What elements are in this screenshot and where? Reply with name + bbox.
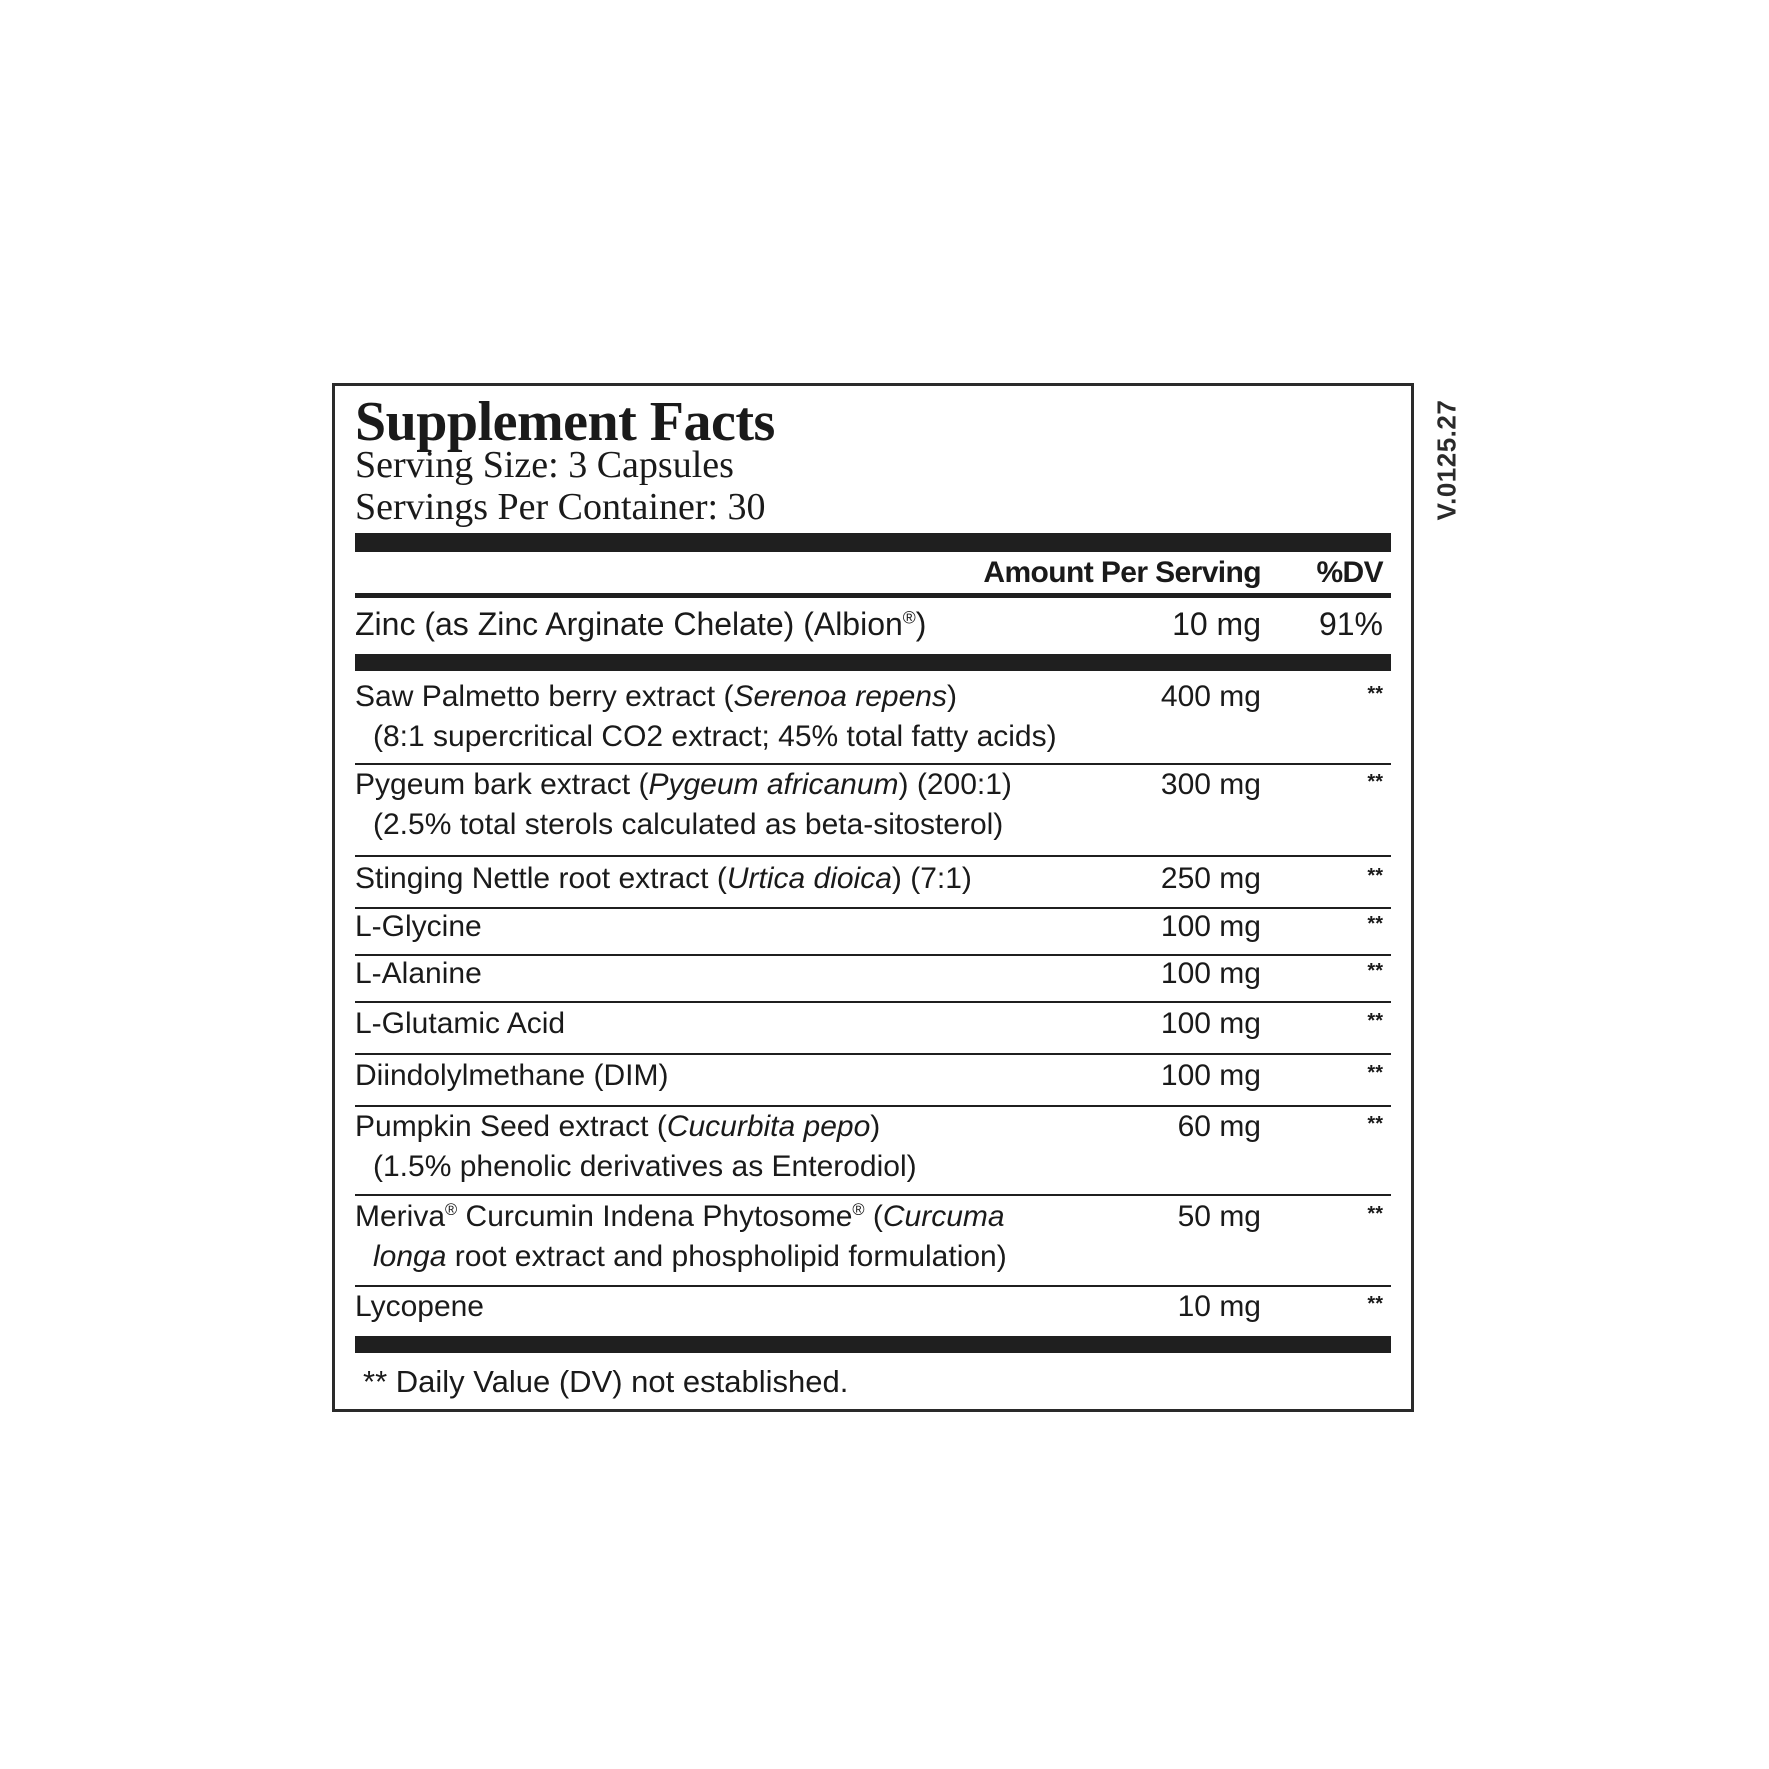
nutrient-detail: longa root extract and phospholipid formulation) xyxy=(373,1240,1007,1273)
nutrient-name: Diindolylmethane (DIM) xyxy=(355,1059,669,1092)
footnote: ** Daily Value (DV) not established. xyxy=(363,1364,849,1399)
nutrient-detail: (1.5% phenolic derivatives as Enterodiol) xyxy=(373,1150,917,1183)
nutrient-name: Stinging Nettle root extract (Urtica dioica) (7:1) xyxy=(355,862,972,895)
divider-thick xyxy=(355,1336,1391,1353)
nutrient-dv: ** xyxy=(1367,771,1383,793)
nutrient-amount: 100 mg xyxy=(1160,1007,1261,1040)
nutrient-dv: 91% xyxy=(1318,606,1383,642)
version-text: V.0125.27 xyxy=(1431,399,1462,521)
nutrient-name: L-Glycine xyxy=(355,910,482,943)
nutrient-dv: ** xyxy=(1367,865,1383,887)
nutrient-amount: 300 mg xyxy=(1160,768,1261,801)
nutrient-amount: 400 mg xyxy=(1160,680,1261,713)
header-thick-bar xyxy=(355,533,1391,552)
nutrient-dv: ** xyxy=(1367,960,1383,982)
serving-size: Serving Size: 3 Capsules xyxy=(355,444,734,486)
nutrient-dv: ** xyxy=(1367,1293,1383,1315)
servings-per-container: Servings Per Container: 30 xyxy=(355,486,766,528)
nutrient-name: Zinc (as Zinc Arginate Chelate) (Albion®) xyxy=(355,606,927,642)
version-code xyxy=(1427,390,1467,530)
supplement-facts-panel xyxy=(332,383,1414,1412)
nutrient-name: Saw Palmetto berry extract (Serenoa repens) xyxy=(355,680,957,713)
nutrient-amount: 10 mg xyxy=(1177,1290,1261,1323)
nutrient-dv: ** xyxy=(1367,1010,1383,1032)
nutrient-detail: (8:1 supercritical CO2 extract; 45% total fatty acids) xyxy=(373,720,1057,753)
nutrient-dv: ** xyxy=(1367,683,1383,705)
nutrient-name: L-Alanine xyxy=(355,957,482,990)
nutrient-amount: 10 mg xyxy=(1172,606,1261,642)
nutrient-name: L-Glutamic Acid xyxy=(355,1007,566,1040)
column-header-dv: %DV xyxy=(1316,556,1383,589)
nutrient-name: Meriva® Curcumin Indena Phytosome® (Curcuma xyxy=(355,1200,1005,1233)
divider xyxy=(355,855,1391,857)
nutrient-detail: (2.5% total sterols calculated as beta-sitosterol) xyxy=(373,808,1004,841)
nutrient-dv: ** xyxy=(1367,1113,1383,1135)
nutrient-name: Lycopene xyxy=(355,1290,484,1323)
label-title: Supplement Facts xyxy=(355,391,775,453)
nutrient-dv: ** xyxy=(1367,1203,1383,1225)
divider xyxy=(355,593,1391,598)
nutrient-name: Pumpkin Seed extract (Cucurbita pepo) xyxy=(355,1110,881,1143)
column-header-amount: Amount Per Serving xyxy=(983,556,1261,589)
nutrient-amount: 100 mg xyxy=(1160,910,1261,943)
nutrient-amount: 100 mg xyxy=(1160,957,1261,990)
divider-thick xyxy=(355,654,1391,671)
nutrient-amount: 100 mg xyxy=(1160,1059,1261,1092)
nutrient-amount: 50 mg xyxy=(1177,1200,1261,1233)
supplement-facts-content xyxy=(355,386,1391,1409)
nutrient-dv: ** xyxy=(1367,913,1383,935)
nutrient-amount: 250 mg xyxy=(1160,862,1261,895)
nutrient-name: Pygeum bark extract (Pygeum africanum) (200:1) xyxy=(355,768,1012,801)
nutrient-amount: 60 mg xyxy=(1177,1110,1261,1143)
nutrient-dv: ** xyxy=(1367,1062,1383,1084)
